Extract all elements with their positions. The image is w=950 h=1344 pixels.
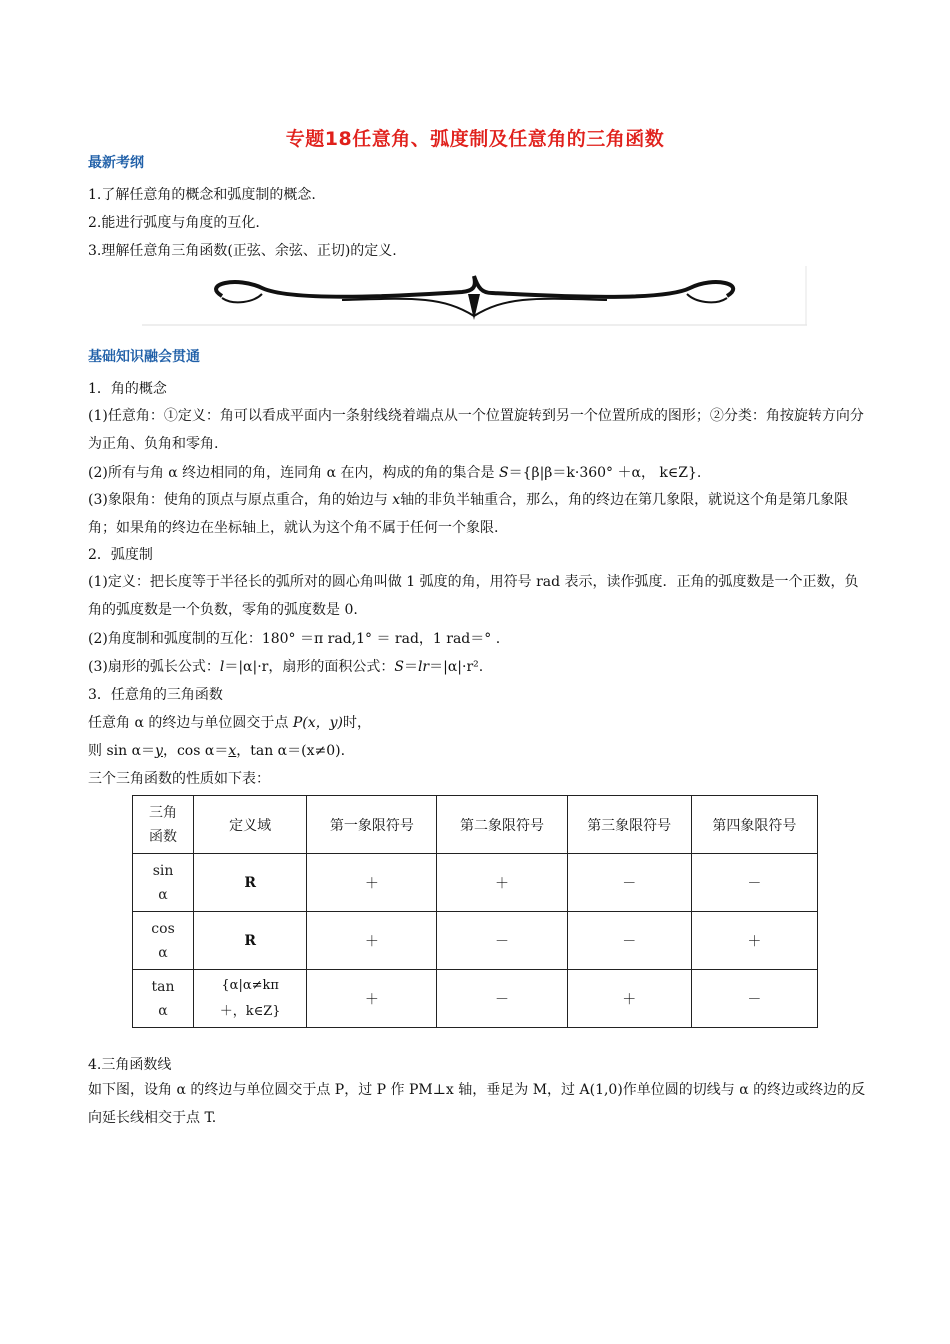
cos-value: x	[228, 743, 237, 759]
subsection-title-angle: 1．角的概念	[88, 381, 167, 397]
fn-arg: α	[158, 944, 168, 961]
table-row	[133, 970, 818, 1028]
cell-sign-q3: ＋	[567, 970, 691, 1028]
header-cell-q4: 第四象限符号	[691, 796, 817, 854]
fn-arg: α	[158, 886, 168, 903]
paragraph-trig-lines: 如下图，设角 α 的终边与单位圆交于点 P，过 P 作 PM⊥x 轴，垂足为 M，过 A(1,0)作单位圆的切线与 α 的终边或终边的反向延长线相交于点 T.	[88, 1082, 866, 1126]
paragraph-table-intro: 三个三角函数的性质如下表：	[88, 771, 270, 787]
sin-value: y	[155, 743, 163, 759]
coterminal-set: ＝{β|β＝k·360° ＋α， k∈Z}.	[508, 465, 702, 481]
paragraph-trig-definitions	[88, 742, 868, 760]
domain-line2: ＋，k∈Z}	[219, 1003, 281, 1019]
area-lr: lr	[417, 659, 430, 675]
point-p: P(x，y)	[292, 715, 343, 731]
sector-text-b: ＝|α|·r，扇形的面积公式：	[224, 659, 395, 675]
tan-def: ，tan α＝(x≠0).	[236, 743, 346, 759]
quadrant-axis-x: x	[392, 492, 401, 508]
paragraph-quadrant-angle	[88, 486, 866, 542]
sector-text-d: ＝|α|·r².	[429, 659, 484, 675]
cell-domain	[194, 970, 307, 1028]
cell-function-sin	[133, 854, 194, 912]
cell-sign-q1: ＋	[307, 854, 437, 912]
cell-function-tan	[133, 970, 194, 1028]
cell-sign-q2: －	[437, 912, 567, 970]
fn-name: sin	[152, 862, 174, 879]
cell-function-cos	[133, 912, 194, 970]
cell-sign-q4: ＋	[691, 912, 817, 970]
sector-text-a: (3)扇形的弧长公式：	[88, 659, 220, 675]
paragraph-arbitrary-angle: (1)任意角：①定义：角可以看成平面内一条射线绕着端点从一个位置旋转到另一个位置所成的图形；②分类：角按旋转方向分为正角、负角和零角.	[88, 408, 864, 452]
header-function-line2: 函数	[149, 828, 178, 845]
section-heading-basics: 基础知识融会贯通	[88, 349, 200, 365]
paragraph-sector-formulas	[88, 658, 868, 676]
syllabus-item-2: 2.能进行弧度与角度的互化.	[88, 215, 260, 231]
subsection-title-trig-functions: 3．任意角的三角函数	[88, 687, 223, 703]
header-cell-q1: 第一象限符号	[307, 796, 437, 854]
syllabus-item-1: 1.了解任意角的概念和弧度制的概念.	[88, 187, 316, 203]
subsection-title-trig-lines: 4.三角函数线	[88, 1057, 172, 1073]
cell-domain: R	[194, 854, 307, 912]
domain-line1: {α|α≠kπ	[221, 977, 279, 993]
trig-properties-table	[132, 795, 818, 1028]
table-row	[133, 854, 818, 912]
header-cell-domain: 定义域	[194, 796, 307, 854]
cell-domain: R	[194, 912, 307, 970]
header-cell-q3: 第三象限符号	[567, 796, 691, 854]
unit-circle-text-a: 任意角 α 的终边与单位圆交于点	[88, 715, 293, 731]
area-symbol: S	[394, 659, 404, 675]
cell-sign-q2: ＋	[437, 854, 567, 912]
subsection-title-radian: 2．弧度制	[88, 547, 153, 563]
arc-length-symbol: l	[219, 659, 225, 675]
fn-arg: α	[158, 1002, 168, 1019]
fn-name: tan	[151, 978, 175, 995]
cell-sign-q1: ＋	[307, 912, 437, 970]
section-heading-syllabus: 最新考纲	[88, 155, 144, 171]
header-function-line1: 三角	[149, 804, 178, 821]
fn-name: cos	[151, 920, 175, 937]
header-cell-q2: 第二象限符号	[437, 796, 567, 854]
header-cell-function	[133, 796, 194, 854]
cos-def: ，cos α＝	[162, 743, 229, 759]
unit-circle-text-b: 时，	[342, 715, 371, 731]
sin-def: 则 sin α＝	[88, 743, 156, 759]
paragraph-radian-definition: (1)定义：把长度等于半径长的弧所对的圆心角叫做 1 弧度的角，用符号 rad 表示，读作弧度．正角的弧度数是一个正数，负角的弧度数是一个负数，零角的弧度数是 0.	[88, 574, 859, 618]
paragraph-unit-circle	[88, 714, 868, 732]
page-title: 专题18任意角、弧度制及任意角的三角函数	[285, 128, 665, 150]
quadrant-text-b: 轴的非负半轴重合，那么，角的终边在第几象限，就说这个角是第几象限角；如果角的终边在坐标轴上，就认为这个角不属于任何一个象限.	[88, 492, 849, 536]
table-row	[133, 912, 818, 970]
paragraph-coterminal-angles	[88, 464, 868, 482]
table-header-row	[133, 796, 818, 854]
cell-sign-q4: －	[691, 970, 817, 1028]
coterminal-text: (2)所有与角 α 终边相同的角，连同角 α 在内，构成的角的集合是	[88, 465, 499, 481]
cell-sign-q2: －	[437, 970, 567, 1028]
ornamental-divider	[142, 266, 807, 326]
syllabus-item-3: 3.理解任意角三角函数(正弦、余弦、正切)的定义.	[88, 243, 397, 259]
set-symbol-s: S	[499, 465, 509, 481]
quadrant-text-a: (3)象限角：使角的顶点与原点重合，角的始边与	[88, 492, 393, 508]
cell-sign-q1: ＋	[307, 970, 437, 1028]
paragraph-degree-radian-conversion: (2)角度制和弧度制的互化：180° ＝π rad,1° ＝ rad，1 rad＝° .	[88, 631, 501, 647]
cell-sign-q3: －	[567, 912, 691, 970]
cell-sign-q4: －	[691, 854, 817, 912]
sector-text-c: ＝	[403, 659, 418, 675]
cell-sign-q3: －	[567, 854, 691, 912]
